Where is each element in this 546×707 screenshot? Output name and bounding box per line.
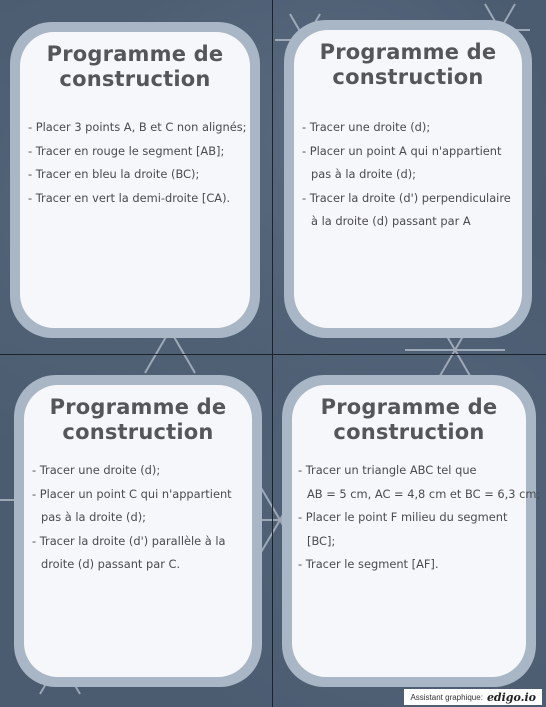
instruction-line: - Tracer en vert la demi-droite [CA). — [28, 190, 231, 205]
card-title: Programme de construction — [46, 42, 224, 91]
instruction-line: - Tracer un triangle ABC tel que — [298, 463, 477, 477]
card-title: Programme de construction — [320, 395, 498, 444]
card-panel — [20, 32, 250, 328]
footer-label: Assistant graphique: — [410, 692, 483, 702]
card-program-3 — [14, 375, 262, 687]
card-instructions — [28, 116, 246, 210]
card-program-4 — [282, 375, 541, 687]
cut-line-horizontal — [0, 354, 546, 355]
card-instructions — [32, 459, 248, 577]
card-panel — [24, 385, 252, 677]
instruction-line: - Tracer la droite (d') parallèle à la — [32, 533, 226, 548]
instruction-line: - Tracer en bleu la droite (BC); — [28, 167, 200, 181]
footer-brand: edigo.io — [486, 690, 536, 704]
instruction-line: - Tracer la droite (d') perpendiculaire — [302, 190, 511, 205]
instruction-line: pas à la droite (d); — [41, 510, 146, 524]
card-instructions — [298, 459, 541, 577]
instruction-line: - Placer le point F milieu du segment — [298, 510, 508, 524]
instruction-line: [BC]; — [307, 533, 336, 548]
instruction-line: - Placer un point A qui n'appartient — [302, 143, 502, 158]
instruction-line: - Tracer une droite (d); — [32, 463, 161, 477]
card-title: Programme de construction — [49, 395, 227, 444]
card-program-2 — [284, 20, 532, 338]
instruction-line: - Tracer une droite (d); — [302, 120, 431, 134]
instruction-line: - Tracer en rouge le segment [AB]; — [28, 143, 225, 158]
instruction-line: AB = 5 cm, AC = 4,8 cm et BC = 6,3 cm; — [307, 486, 541, 501]
card-program-1 — [10, 22, 260, 338]
card-panel — [292, 385, 541, 677]
instruction-line: - Tracer le segment [AF]. — [298, 557, 439, 571]
card-panel — [294, 30, 522, 328]
instruction-line: - Placer un point C qui n'appartient — [32, 486, 232, 501]
card-instructions — [302, 116, 518, 234]
instruction-line: - Placer 3 points A, B et C non alignés; — [28, 120, 247, 134]
credit-footer — [404, 689, 542, 705]
instruction-line: droite (d) passant par C. — [41, 557, 181, 571]
instruction-line: à la droite (d) passant par A — [311, 214, 471, 228]
card-title: Programme de construction — [319, 40, 497, 89]
instruction-line: pas à la droite (d); — [311, 167, 416, 181]
